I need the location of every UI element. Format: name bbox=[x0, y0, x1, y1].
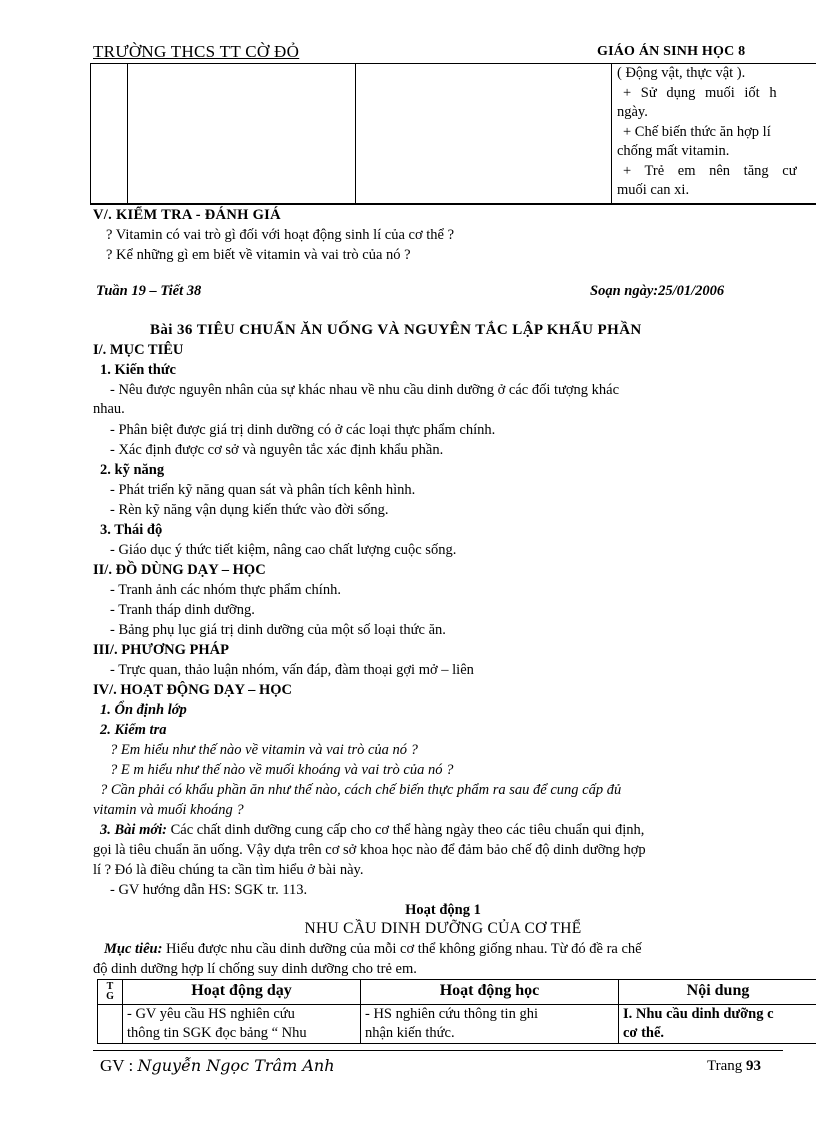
knowledge-item: - Phân biệt được giá trị dinh dưỡng có ở các loại thực phẩm chính. bbox=[110, 422, 496, 438]
new-lesson-label: 3. Bài mới: bbox=[100, 822, 167, 838]
goal-label: Mục tiêu: bbox=[104, 941, 163, 957]
footer-teacher bbox=[100, 1056, 335, 1076]
knowledge-item-cont: nhau. bbox=[93, 401, 125, 417]
sub-check: 2. Kiểm tra bbox=[100, 722, 167, 738]
new-lesson-text: Các chất dinh dưỡng cung cấp cho cơ thể hàng ngày theo các tiêu chuẩn qui định, bbox=[167, 822, 645, 838]
activity-table bbox=[97, 979, 816, 1044]
section-objectives: I/. MỤC TIÊU bbox=[93, 342, 184, 358]
materials-item: - Tranh ảnh các nhóm thực phẩm chính. bbox=[110, 582, 341, 598]
header-teaching: Hoạt động dạy bbox=[123, 980, 361, 1005]
review-question-1: ? Vitamin có vai trò gì đối với hoạt động sinh lí của cơ thể ? bbox=[106, 227, 455, 243]
check-question-cont: vitamin và muối khoáng ? bbox=[93, 802, 244, 818]
header-content: Nội dung bbox=[619, 980, 816, 1005]
lesson-title: Bài 36 TIÊU CHUẨN ĂN UỐNG VÀ NGUYÊN TẮC LẬP KHẨU PHẦN bbox=[150, 322, 642, 338]
attitude-item: - Giáo dục ý thức tiết kiệm, nâng cao chất lượng cuộc sống. bbox=[110, 542, 457, 558]
content-line: chống mất vitamin. bbox=[617, 143, 730, 159]
teacher-name: Nguyễn Ngọc Trâm Anh bbox=[137, 1056, 335, 1075]
check-question: ? Em hiểu như thế nào về vitamin và vai trò của nó ? bbox=[110, 742, 418, 758]
school-name: TRƯỜNG THCS TT CỜ ĐỎ bbox=[93, 42, 300, 61]
learning-line: nhận kiến thức. bbox=[365, 1025, 455, 1041]
teaching-line: thông tin SGK đọc bảng “ Nhu bbox=[127, 1025, 307, 1041]
cell-teaching bbox=[123, 1005, 361, 1044]
page-number: 93 bbox=[746, 1058, 762, 1074]
goal-text: độ dinh dưỡng hợp lí chống suy dinh dưỡng cho trẻ em. bbox=[93, 961, 417, 977]
learning-line: - HS nghiên cứu thông tin ghi bbox=[365, 1006, 538, 1022]
top-table-col-learn bbox=[356, 64, 612, 204]
header-tg-bottom: G bbox=[106, 991, 114, 1002]
methods-item: - Trực quan, thảo luận nhóm, vấn đáp, đàm thoại gợi mở – liên bbox=[110, 662, 474, 678]
subject-title: GIÁO ÁN SINH HỌC 8 bbox=[597, 44, 746, 59]
new-lesson-guide: - GV hướng dẫn HS: SGK tr. 113. bbox=[110, 882, 308, 898]
footer-divider bbox=[93, 1050, 783, 1051]
check-question: ? E m hiểu như thế nào về muối khoáng và vai trò của nó ? bbox=[110, 762, 454, 778]
new-lesson-line bbox=[100, 820, 644, 840]
cell-learning bbox=[361, 1005, 619, 1044]
materials-item: - Tranh tháp dinh dưỡng. bbox=[110, 602, 255, 618]
skills-item: - Phát triển kỹ năng quan sát và phân tích kênh hình. bbox=[110, 482, 416, 498]
materials-item: - Bảng phụ lục giá trị dinh dưỡng của một số loại thức ăn. bbox=[110, 622, 446, 638]
top-table-col-tg bbox=[91, 64, 128, 204]
new-lesson-text: gọi là tiêu chuẩn ăn uống. Vậy dựa trên cơ sở khoa học nào để đảm bảo chế độ dinh dưỡng hợp bbox=[93, 842, 646, 858]
sub-knowledge: 1. Kiến thức bbox=[100, 362, 176, 378]
cell-content bbox=[619, 1005, 816, 1044]
review-heading: V/. KIỂM TRA - ĐÁNH GIÁ bbox=[93, 207, 281, 223]
page-label: Trang bbox=[707, 1058, 743, 1074]
content-line: ngày. bbox=[617, 104, 648, 120]
content-line: muối can xi. bbox=[617, 182, 690, 198]
content-line: I. Nhu cầu dinh dưỡng c bbox=[623, 1006, 774, 1022]
header-tg bbox=[98, 980, 123, 1005]
content-line: + Trẻ em nên tăng cư bbox=[623, 162, 797, 179]
teacher-label: GV : bbox=[100, 1056, 134, 1075]
teaching-line: - GV yêu cầu HS nghiên cứu bbox=[127, 1006, 295, 1022]
date-label: Soạn ngày:25/01/2006 bbox=[590, 283, 725, 299]
cell-tg bbox=[98, 1005, 123, 1044]
top-table-col-teach bbox=[128, 64, 356, 204]
check-question: ? Cần phải có khẩu phần ăn như thế nào, cách chế biến thực phẩm ra sau để cung cấp đủ bbox=[100, 782, 622, 798]
top-table bbox=[90, 63, 816, 205]
review-question-2: ? Kể những gì em biết về vitamin và vai trò của nó ? bbox=[106, 247, 411, 263]
sub-skills: 2. kỹ năng bbox=[100, 462, 165, 478]
content-line: + Chế biến thức ăn hợp lí bbox=[623, 123, 771, 140]
activity-title: Hoạt động 1 bbox=[405, 902, 481, 918]
sub-class-order: 1. Ổn định lớp bbox=[100, 702, 187, 718]
skills-item: - Rèn kỹ năng vận dụng kiến thức vào đời sống. bbox=[110, 502, 389, 518]
new-lesson-text: lí ? Đó là điều chúng ta cần tìm hiểu ở bài này. bbox=[93, 862, 364, 878]
content-line: ( Động vật, thực vật ). bbox=[617, 65, 746, 81]
header-tg-top: T bbox=[106, 981, 114, 992]
activity-subtitle: NHU CẦU DINH DƯỠNG CỦA CƠ THỂ bbox=[304, 920, 582, 937]
week-label: Tuần 19 – Tiết 38 bbox=[96, 283, 202, 299]
content-line: + Sử dụng muối iốt h bbox=[623, 84, 777, 101]
goal-text: Hiểu được nhu cầu dinh dưỡng của mỗi cơ thể không giống nhau. Từ đó đề ra chế bbox=[162, 941, 642, 957]
sub-attitude: 3. Thái độ bbox=[100, 522, 163, 538]
top-table-col-content bbox=[612, 64, 816, 204]
section-methods: III/. PHƯƠNG PHÁP bbox=[93, 642, 230, 658]
content-line: cơ thể. bbox=[623, 1025, 665, 1041]
knowledge-item: - Nêu được nguyên nhân của sự khác nhau về nhu cầu dinh dưỡng ở các đối tượng khác bbox=[110, 382, 620, 398]
goal-line bbox=[104, 939, 642, 959]
knowledge-item: - Xác định được cơ sở và nguyên tắc xác định khẩu phần. bbox=[110, 442, 444, 458]
footer-page bbox=[707, 1058, 761, 1075]
section-materials: II/. ĐỒ DÙNG DẠY – HỌC bbox=[93, 562, 266, 578]
section-activities: IV/. HOẠT ĐỘNG DẠY – HỌC bbox=[93, 682, 292, 698]
header-learning: Hoạt động học bbox=[361, 980, 619, 1005]
